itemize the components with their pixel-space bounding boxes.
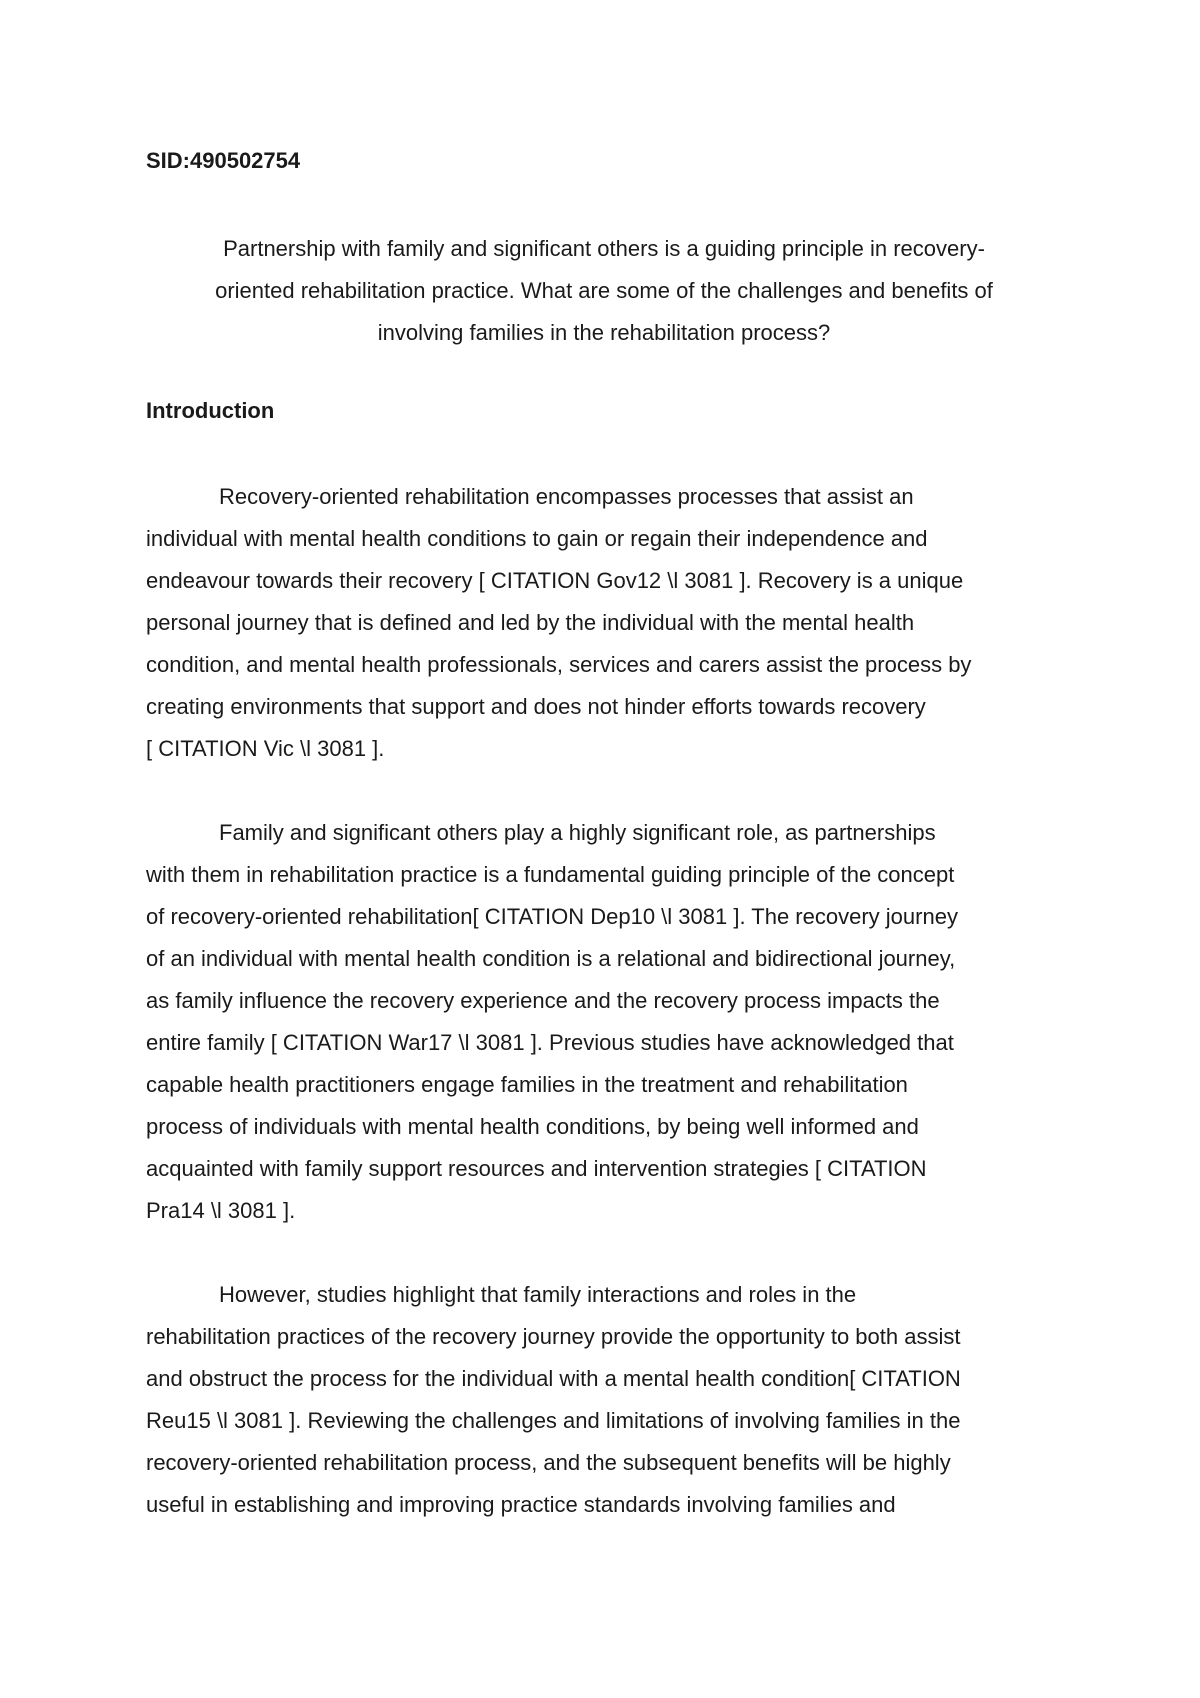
question-line: Partnership with family and significant others is a guiding principle in recovery- <box>223 236 985 261</box>
paragraph-line: acquainted with family support resources and intervention strategies [ CITATION <box>146 1156 927 1181</box>
paragraph-line: endeavour towards their recovery [ CITATION Gov12 \l 3081 ]. Recovery is a unique <box>146 568 964 593</box>
paragraph-line: rehabilitation practices of the recovery journey provide the opportunity to both assist <box>146 1324 961 1349</box>
paragraph-line: Recovery-oriented rehabilitation encompasses processes that assist an <box>219 484 914 509</box>
paragraph-line: individual with mental health conditions to gain or regain their independence and <box>146 526 928 551</box>
paragraph-line: personal journey that is defined and led by the individual with the mental health <box>146 610 915 635</box>
question-line: oriented rehabilitation practice. What are some of the challenges and benefits of <box>215 278 993 303</box>
paragraph-line: with them in rehabilitation practice is a fundamental guiding principle of the concept <box>146 862 955 887</box>
paragraph-line: process of individuals with mental health conditions, by being well informed and <box>146 1114 919 1139</box>
paragraph-line: of recovery-oriented rehabilitation[ CITATION Dep10 \l 3081 ]. The recovery journey <box>146 904 958 929</box>
paragraph-1 <box>146 476 1066 770</box>
paragraph-line: Pra14 \l 3081 ]. <box>146 1198 296 1223</box>
paragraph-line: [ CITATION Vic \l 3081 ]. <box>146 736 385 761</box>
question-line: involving families in the rehabilitation process? <box>377 320 831 345</box>
paragraph-line: entire family [ CITATION War17 \l 3081 ]. Previous studies have acknowledged that <box>146 1030 954 1055</box>
paragraph-line: and obstruct the process for the individual with a mental health condition[ CITATION <box>146 1366 961 1391</box>
paragraph-line: Reu15 \l 3081 ]. Reviewing the challenges and limitations of involving families in the <box>146 1408 961 1433</box>
essay-question <box>146 228 1062 354</box>
paragraph-line: creating environments that support and does not hinder efforts towards recovery <box>146 694 926 719</box>
paragraph-line: as family influence the recovery experience and the recovery process impacts the <box>146 988 940 1013</box>
paragraph-line: Family and significant others play a highly significant role, as partnerships <box>219 820 936 845</box>
paragraph-line: of an individual with mental health condition is a relational and bidirectional journey, <box>146 946 956 971</box>
section-heading-introduction: Introduction <box>146 398 275 423</box>
paragraph-line: condition, and mental health professionals, services and carers assist the process by <box>146 652 972 677</box>
paragraph-line: capable health practitioners engage families in the treatment and rehabilitation <box>146 1072 908 1097</box>
paragraph-line: However, studies highlight that family interactions and roles in the <box>219 1282 857 1307</box>
paragraph-line: useful in establishing and improving practice standards involving families and <box>146 1492 896 1517</box>
student-id: SID:490502754 <box>146 148 301 173</box>
paragraph-line: recovery-oriented rehabilitation process, and the subsequent benefits will be highly <box>146 1450 951 1475</box>
paragraph-3 <box>146 1274 1066 1526</box>
paragraph-2 <box>146 812 1066 1232</box>
